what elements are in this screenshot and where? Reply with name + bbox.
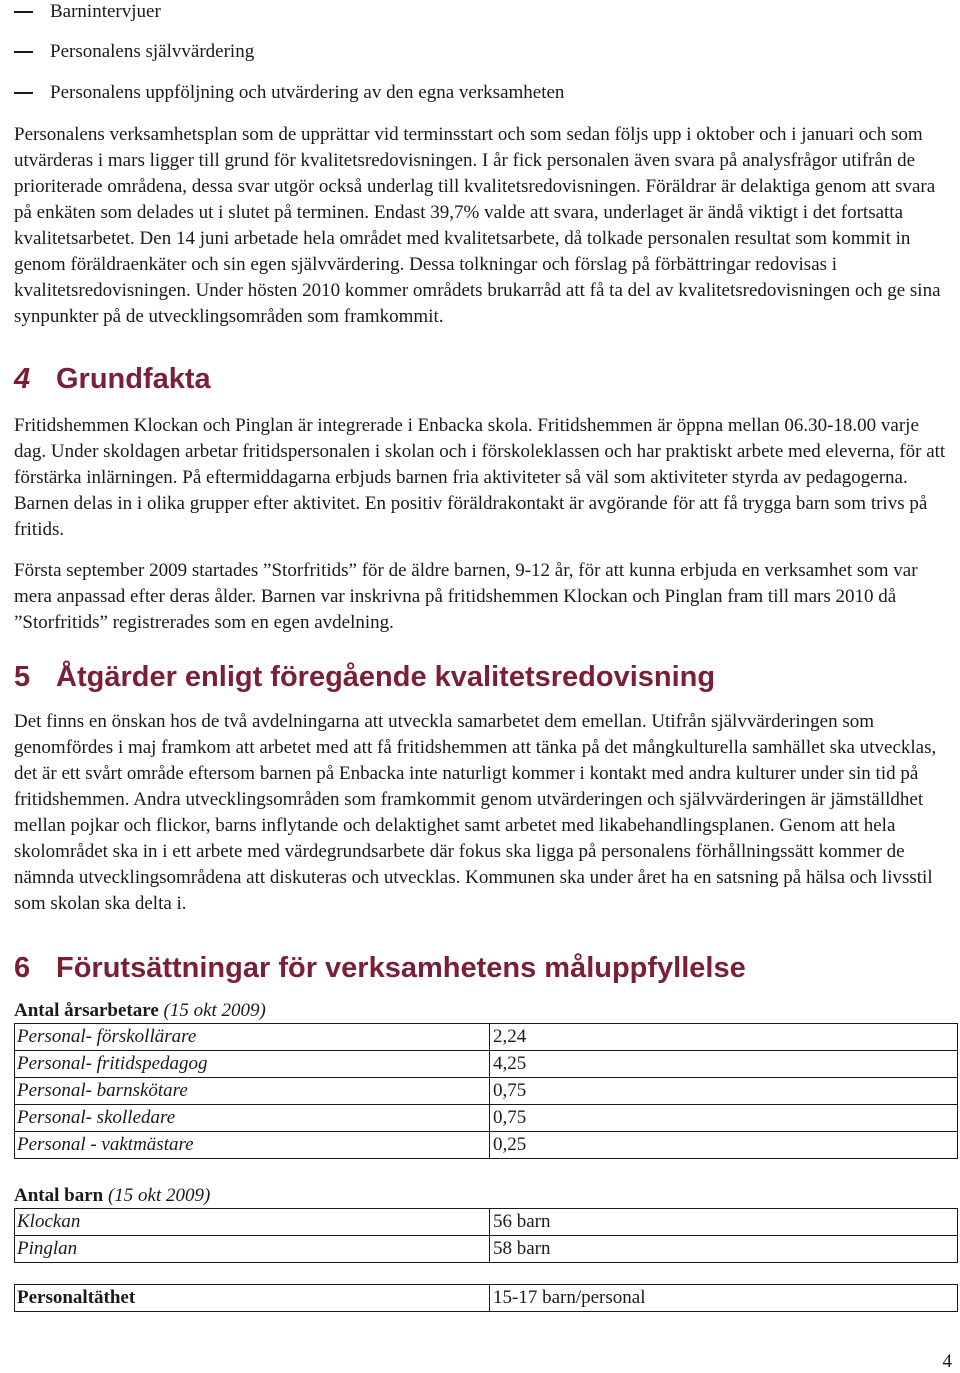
children-table xyxy=(14,1208,958,1263)
density-block xyxy=(14,1284,954,1312)
table-row: Personaltäthet 15-17 barn/personal xyxy=(15,1285,958,1312)
section-number: 6 xyxy=(14,952,31,984)
table-row: Personal- barnskötare 0,75 xyxy=(15,1078,958,1105)
section-6-heading xyxy=(14,951,954,985)
table-row: Personal - vaktmästare 0,25 xyxy=(15,1132,958,1159)
section-number: 4 xyxy=(14,363,31,395)
section-title: Grundfakta xyxy=(56,363,211,395)
section-title: Förutsättningar för verksamhetens måluppfyllelse xyxy=(56,952,746,984)
page-number: 4 xyxy=(942,1351,952,1372)
section-4-paragraph: Första september 2009 startades ”Storfritids” för de äldre barnen, 9-12 år, för att kunna erbjuda en verksamhet som var mera anpassad efter deras ålder. Barnen var inskrivna på fritidshemmen Klockan och Pinglan fram till mars 2010 då ”Storfritids” registrerades som en egen avdelning. xyxy=(14,560,918,633)
dash-bullet-icon xyxy=(14,11,33,13)
table-row: Personal- fritidspedagog 4,25 xyxy=(15,1051,958,1078)
dash-bullet-icon xyxy=(14,51,33,53)
intro-paragraph: Personalens verksamhetsplan som de upprättar vid terminsstart och som sedan följs upp i oktober och i januari och som utvärderas i mars ligger till grund för kvalitetsredovisningen. I år fick personalen även svara på analysfrågor utifrån de prioriterade områdena, dessa svar utgör också underlag till kvalitetsredovisningen. Föräldrar är delaktiga genom att svara på enkäten som delades ut i slutet på terminen. Endast 39,7% valde att svara, underlaget är ändå viktigt i det fortsatta kvalitetsarbetet. Den 14 juni arbetade hela området med kvalitetsarbete, då tolkade personalen resultat som kommit in genom föräldraenkäter och sin egen självvärdering. Dessa tolkningar och förslag på förbättringar redovisas i kvalitetsredovisningen. Under hösten 2010 kommer områdets brukarråd att få ta del av kvalitetsredovisningen och ge sina synpunkter på de utvecklingsområden som framkommit. xyxy=(14,124,941,327)
dash-bullet-icon xyxy=(14,92,33,94)
bullet-item: Barnintervjuer xyxy=(14,0,954,40)
document-page xyxy=(14,0,954,1312)
section-5-heading xyxy=(14,660,954,694)
section-4-paragraph: Fritidshemmen Klockan och Pinglan är integrerade i Enbacka skola. Fritidshemmen är öppna mellan 06.30-18.00 varje dag. Under skoldagen arbetar fritidspersonalen i skolan och i förskoleklassen och har praktiskt arbete med eleverna, för att förstärka inlärningen. På eftermiddagarna erbjuds barnen fria aktiviteter så väl som aktiviteter styrda av pedagogerna. Barnen delas in i olika grupper efter aktivitet. En positiv föräldrakontakt är avgörande för att få trygga barn som trivs på fritids. xyxy=(14,415,946,540)
section-number: 5 xyxy=(14,661,31,693)
table-row: Personal- skolledare 0,75 xyxy=(15,1105,958,1132)
bullet-list xyxy=(14,0,954,122)
table-row: Pinglan 58 barn xyxy=(15,1236,958,1263)
section-5-paragraph: Det finns en önskan hos de två avdelningarna att utveckla samarbetet dem emellan. Utifrån självvärderingen som genomfördes i maj framkom att arbetet med att få fritidshemmen att tänka på det mångkulturella samhället ska utvecklas, det är ett svårt område eftersom barnen på Enbacka inte naturligt kommer i kontakt med andra kulturer under sin tid på fritidshemmen. Andra utvecklingsområden som framkommit genom utvärderingen och självvärderingen är jämställdhet mellan pojkar och flickor, barns inflytande och delaktighet samt arbetet med likabehandlingsplanen. Genom att hela skolområdet ska in i ett arbete med värdegrundsarbete där fokus ska ligga på personalens förhållningssätt kommer de nämnda utvecklingsområdena att diskuteras och utvecklas. Kommunen ska under året ha en satsning på hälsa och livsstil som skolan ska delta i. xyxy=(14,711,937,914)
staff-table-title: Antal årsarbetare (15 okt 2009) xyxy=(14,1000,266,1021)
bullet-item: Personalens uppföljning och utvärdering av den egna verksamheten xyxy=(14,81,954,122)
table-row: Personal- förskollärare 2,24 xyxy=(15,1024,958,1051)
children-table-title: Antal barn (15 okt 2009) xyxy=(14,1185,211,1206)
table-row: Klockan 56 barn xyxy=(15,1209,958,1236)
children-block xyxy=(14,1184,954,1263)
section-title: Åtgärder enligt föregående kvalitetsredovisning xyxy=(56,661,716,693)
section-4-heading xyxy=(14,362,954,396)
density-table xyxy=(14,1284,958,1312)
bullet-item: Personalens självvärdering xyxy=(14,40,954,81)
staff-table xyxy=(14,1023,958,1159)
staff-block xyxy=(14,999,954,1159)
